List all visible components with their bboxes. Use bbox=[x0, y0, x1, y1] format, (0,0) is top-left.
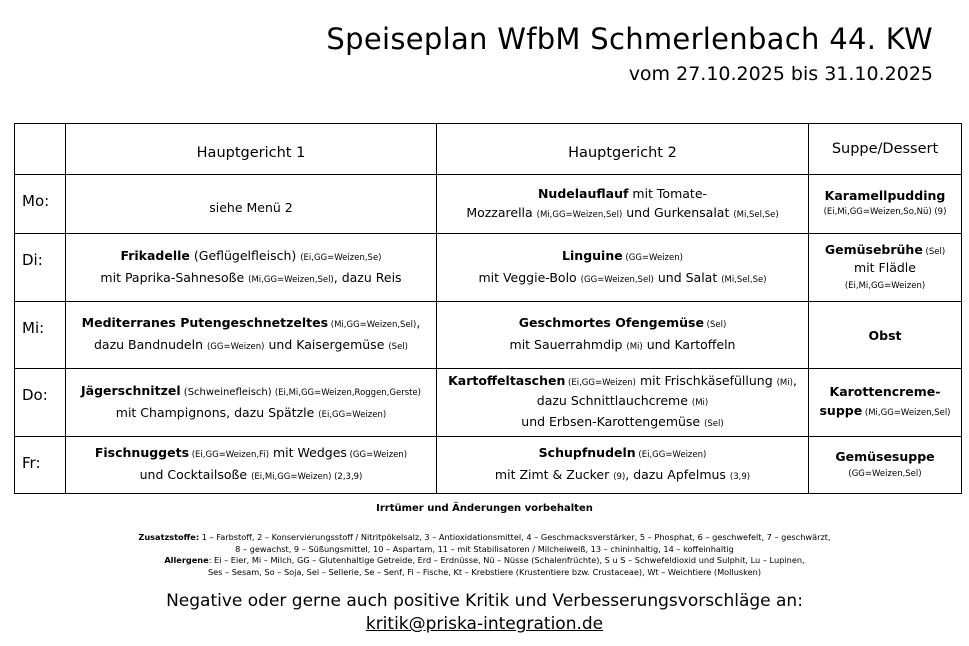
feedback-email-link[interactable]: kritik@priska-integration.de bbox=[365, 614, 604, 634]
allergen-note: (GG=Weizen) bbox=[346, 450, 408, 460]
allergen-note: (Mi) bbox=[626, 342, 643, 352]
soup-dessert-cell bbox=[809, 369, 962, 437]
allergen-note: (9) bbox=[613, 472, 626, 482]
day-row-wednesday bbox=[15, 302, 962, 369]
allergen-note: (Sel) bbox=[388, 342, 408, 352]
main-2-cell bbox=[437, 369, 809, 437]
dish-name: Gemüsebrühe bbox=[824, 241, 923, 257]
allergen-note: (3,9) bbox=[729, 472, 751, 482]
legend bbox=[0, 532, 969, 578]
day-label: Mi: bbox=[15, 302, 66, 369]
allergen-note: (Ei,GG=Weizen) bbox=[318, 409, 387, 420]
main-2-cell bbox=[437, 175, 809, 234]
dish-text: und Erbsen-Karottengemüse bbox=[521, 413, 705, 429]
dish-text: Wedges bbox=[297, 445, 347, 460]
dish-text: mit Champignons, dazu Spätzle bbox=[115, 404, 319, 420]
dish-text: , bbox=[416, 315, 421, 330]
dish-name: Nudelauflauf bbox=[537, 185, 629, 201]
allergen-note: (Sel) bbox=[703, 320, 727, 330]
column-header-main-2: Hauptgericht 2 bbox=[437, 124, 809, 175]
main-2-cell bbox=[437, 234, 809, 302]
column-header-main-1: Hauptgericht 1 bbox=[66, 124, 437, 175]
dish-text: , bbox=[792, 372, 797, 388]
date-range: vom 27.10.2025 bis 31.10.2025 bbox=[628, 63, 933, 85]
allergen-note: (Mi,Sel,Se) bbox=[733, 209, 779, 220]
allergen-note: (Mi,Sel,Se) bbox=[721, 274, 767, 285]
allergen-note: (Sel) bbox=[704, 418, 724, 429]
allergen-note: (Ei,GG=Weizen,Se) bbox=[300, 252, 382, 263]
dish-name: Obst bbox=[868, 327, 902, 343]
dish-text: mit Veggie-Bolo bbox=[478, 269, 581, 285]
allergens-text: : Ei – Eier, Mi – Milch, GG – Glutenhaltige Getreide, Erd – Erdnüsse, Nü – Nüsse (Schalenfrüchte), S u S – Schwefeldioxid und Sulphit, Lu – Lupinen, bbox=[208, 555, 805, 565]
dish-name: Karottencreme- bbox=[829, 384, 941, 399]
main-1-cell bbox=[66, 175, 437, 234]
day-row-friday bbox=[15, 437, 962, 494]
dish-text: (Schweinefleisch) bbox=[180, 386, 275, 398]
allergen-note: (GG=Weizen,Sel) bbox=[580, 274, 654, 285]
dish-text: und Cocktailsoße bbox=[139, 467, 252, 482]
dish-text: und Salat bbox=[653, 269, 722, 285]
soup-dessert-cell bbox=[809, 437, 962, 494]
allergen-note: (Ei,Mi,GG=Weizen,Roggen,Gerste) bbox=[274, 387, 422, 398]
main-2-cell bbox=[437, 302, 809, 369]
main-2-cell bbox=[437, 437, 809, 494]
allergen-note: (GG=Weizen) bbox=[622, 252, 683, 263]
allergen-note: (Mi,GG=Weizen,Sel) bbox=[862, 408, 951, 418]
dish-text: und Kaisergemüse bbox=[264, 337, 389, 352]
allergen-note: (Ei,Mi,GG=Weizen,So,Nü) (9) bbox=[823, 207, 947, 217]
disclaimer: Irrtümer und Änderungen vorbehalten bbox=[376, 503, 593, 514]
allergen-note: (Ei,GG=Weizen) bbox=[635, 450, 707, 460]
allergen-note: (Sel) bbox=[922, 246, 946, 257]
main-1-cell bbox=[66, 302, 437, 369]
dish-name: Gemüsesuppe bbox=[835, 448, 935, 464]
dish-text: Mozzarella bbox=[466, 204, 537, 220]
allergen-note: (Mi,GG=Weizen,Sel) bbox=[536, 209, 623, 220]
dish-text: und Kartoffeln bbox=[642, 337, 736, 352]
main-1-cell bbox=[66, 369, 437, 437]
additives-label: Zusatzstoffe: bbox=[138, 532, 200, 542]
allergen-note: (Ei,GG=Weizen) bbox=[565, 377, 636, 388]
day-label: Mo: bbox=[15, 175, 66, 234]
allergen-note: (Mi) bbox=[776, 377, 793, 388]
dish-name: Jägerschnitzel bbox=[80, 382, 181, 398]
allergen-note: (Ei,Mi,GG=Weizen) bbox=[844, 280, 926, 291]
column-header-soup-dessert: Suppe/Dessert bbox=[809, 124, 962, 175]
dish-text: mit Frischkäsefüllung bbox=[636, 372, 777, 388]
corner-cell bbox=[15, 124, 66, 175]
allergen-note: (Ei,GG=Weizen,Fi) bbox=[189, 450, 270, 460]
day-row-tuesday bbox=[15, 234, 962, 302]
dish-text: mit Zimt & Zucker bbox=[494, 467, 614, 482]
allergen-note: (GG=Weizen) bbox=[206, 342, 265, 352]
allergen-note: (GG=Weizen,Sel) bbox=[848, 468, 922, 479]
allergen-note: (Ei,Mi,GG=Weizen) (2,3,9) bbox=[251, 472, 363, 482]
dish-name: Karamellpudding bbox=[824, 188, 946, 203]
dish-text: dazu Schnittlauchcreme bbox=[536, 393, 692, 409]
soup-dessert-cell bbox=[809, 302, 962, 369]
soup-dessert-cell bbox=[809, 234, 962, 302]
dish-text: mit Sauerrahmdip bbox=[509, 337, 627, 352]
allergen-note: (Mi,GG=Weizen,Sel) bbox=[248, 274, 334, 285]
additives-text: 1 – Farbstoff, 2 – Konservierungsstoff / Nitritpökelsalz, 3 – Antioxidationsmittel, 4 – Geschmacksverstärker, 5 – Phosphat, 6 – geschwefelt, 7 – geschwärzt, bbox=[199, 532, 831, 542]
dish-text: mit Tomate- bbox=[628, 185, 708, 201]
dish-text: , dazu Apfelmus bbox=[625, 467, 730, 482]
dish-text: (Geflügelfleisch) bbox=[189, 247, 301, 263]
day-row-monday bbox=[15, 175, 962, 234]
main-1-cell bbox=[66, 437, 437, 494]
allergen-note: (Mi,GG=Weizen,Sel) bbox=[328, 320, 417, 330]
dish-text: siehe Menü 2 bbox=[209, 199, 293, 215]
day-label: Di: bbox=[15, 234, 66, 302]
menu-table bbox=[14, 123, 962, 494]
dish-text: mit Flädle bbox=[854, 259, 916, 275]
dish-text: mit bbox=[269, 445, 298, 460]
allergen-note: (Mi) bbox=[691, 398, 709, 409]
dish-name: suppe bbox=[819, 403, 863, 418]
dish-name: Schupfnudeln bbox=[538, 445, 636, 460]
dish-name: Kartoffeltaschen bbox=[448, 372, 566, 388]
day-row-thursday bbox=[15, 369, 962, 437]
allergens-text: Ses – Sesam, So – Soja, Sel – Sellerie, Se – Senf, Fi – Fische, Kt – Krebstiere (Krustentiere bzw. Crustaceae), Wt – Weichtiere (Mollusken) bbox=[207, 566, 762, 577]
feedback-text: Negative oder gerne auch positive Kritik und Verbesserungsvorschläge an: bbox=[166, 591, 803, 611]
feedback-section bbox=[0, 590, 969, 636]
soup-dessert-cell bbox=[809, 175, 962, 234]
dish-text: und Gurkensalat bbox=[622, 204, 734, 220]
dish-text: dazu Bandnudeln bbox=[94, 337, 207, 352]
dish-text: mit Paprika-Sahnesoße bbox=[100, 269, 249, 285]
dish-name: Linguine bbox=[562, 247, 623, 263]
day-label: Do: bbox=[15, 369, 66, 437]
main-1-cell bbox=[66, 234, 437, 302]
dish-name: Fischnuggets bbox=[94, 445, 190, 460]
header-row bbox=[15, 124, 962, 175]
dish-text: , dazu Reis bbox=[333, 269, 402, 285]
additives-text: 8 – gewachst, 9 – Süßungsmittel, 10 – Aspartam, 11 – mit Stabilisatoren / Milcheiweiß, 13 – chininhaltig, 14 – koffeinhaltig bbox=[235, 543, 734, 554]
allergens-label: Allergene bbox=[164, 555, 209, 565]
dish-name: Mediterranes Putengeschnetzeltes bbox=[81, 315, 329, 330]
page-title: Speiseplan WfbM Schmerlenbach 44. KW bbox=[326, 22, 933, 56]
day-label: Fr: bbox=[15, 437, 66, 494]
dish-name: Frikadelle bbox=[120, 247, 190, 263]
dish-name: Geschmortes Ofengemüse bbox=[518, 315, 704, 330]
